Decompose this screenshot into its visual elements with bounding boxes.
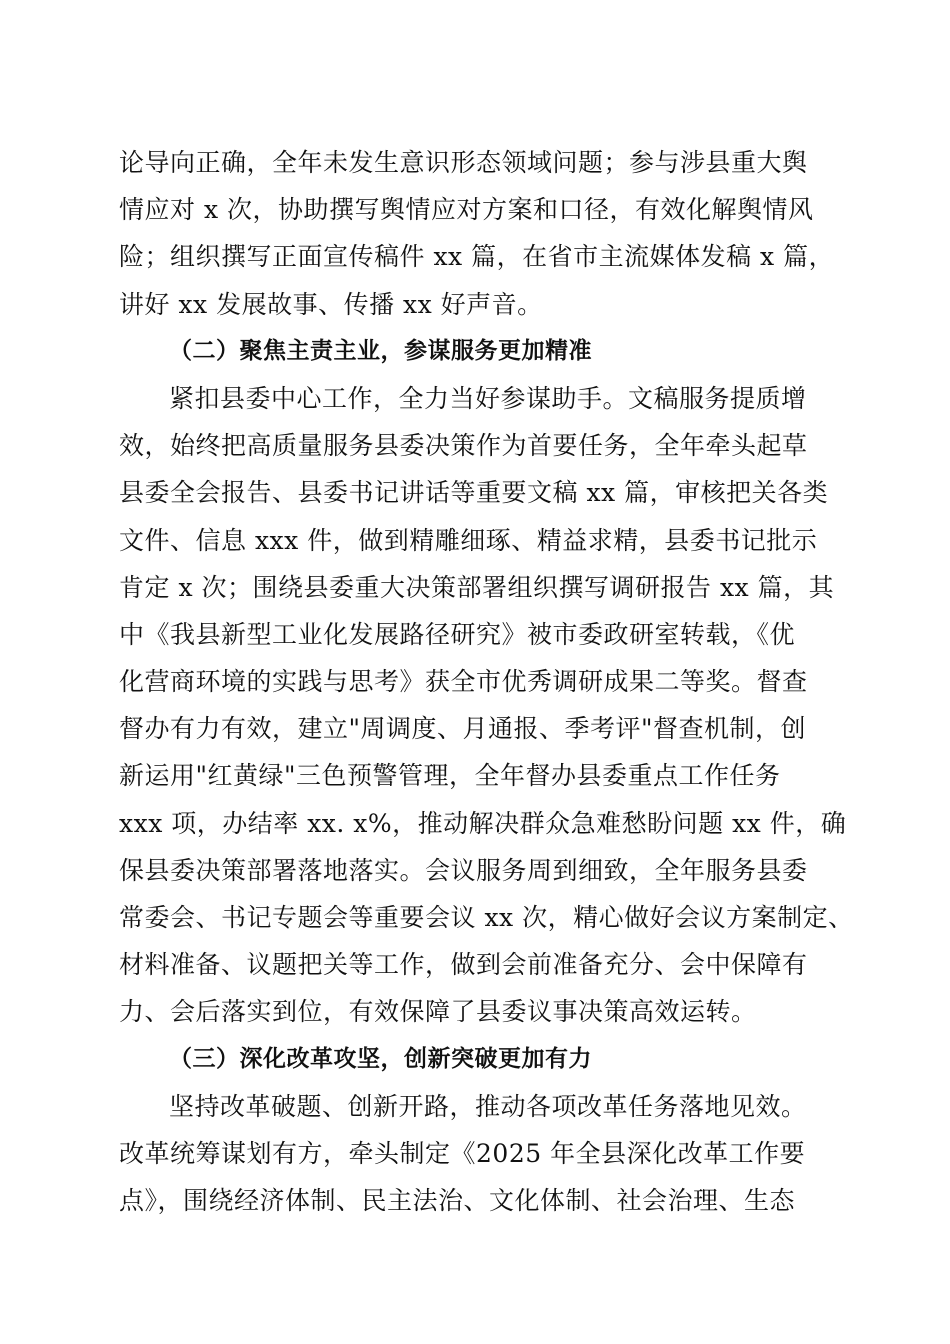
text-line: 中《我县新型工业化发展路径研究》被市委政研室转载，《优 [119,619,796,649]
text-line: 文件、信息 xxx 件，做到精雕细琢、精益求精，县委书记批示 [119,525,818,555]
text-line: 常委会、书记专题会等重要会议 xx 次，精心做好会议方案制定、 [119,903,854,932]
text-line: 力、会后落实到位，有效保障了县委议事决策高效运转。 [119,997,757,1027]
text-line: 险；组织撰写正面宣传稿件 xx 篇，在省市主流媒体发稿 x 篇， [119,242,835,272]
paragraph-2 [119,375,854,1036]
paragraph-1 [119,139,835,328]
document-body [119,139,854,1224]
text-line: 改革统筹谋划有方，牵头制定《2025 年全县深化改革工作要 [119,1138,806,1168]
text-line: 讲好 xx 发展故事、传播 xx 好声音。 [119,289,543,319]
text-line: 新运用"红黄绿"三色预警管理，全年督办县委重点工作任务 [119,761,781,791]
text-line: 化营商环境的实践与思考》获全市优秀调研成果二等奖。督查 [119,667,808,697]
text-line: xxx 项，办结率 xx. x%，推动解决群众急难愁盼问题 xx 件，确 [119,808,847,838]
section-heading-2: （二）聚焦主责主业，参谋服务更加精准 [169,337,592,364]
text-line: 保县委决策部署落地落实。会议服务周到细致，全年服务县委 [119,855,808,885]
text-line: 县委全会报告、县委书记讲话等重要文稿 xx 篇，审核把关各类 [119,478,829,508]
section-heading-3: （三）深化改革攻坚，创新突破更加有力 [169,1045,592,1072]
text-line: 坚持改革破题、创新开路，推动各项改革任务落地见效。 [169,1091,807,1121]
text-line: 效，始终把高质量服务县委决策作为首要任务，全年牵头起草 [119,431,808,461]
text-line: 材料准备、议题把关等工作，做到会前准备充分、会中保障有 [119,950,808,980]
text-line: 督办有力有效，建立"周调度、月通报、季考评"督查机制，创 [119,714,807,744]
text-line: 点》，围绕经济体制、民主法治、文化体制、社会治理、生态 [119,1186,796,1216]
paragraph-3 [119,1083,831,1225]
text-line: 情应对 x 次，协助撰写舆情应对方案和口径，有效化解舆情风 [119,195,814,225]
text-line: 论导向正确，全年未发生意识形态领域问题；参与涉县重大舆 [119,148,808,177]
text-line: 肯定 x 次；围绕县委重大决策部署组织撰写调研报告 xx 篇，其 [119,572,835,602]
text-line: 紧扣县委中心工作，全力当好参谋助手。文稿服务提质增 [169,383,807,413]
